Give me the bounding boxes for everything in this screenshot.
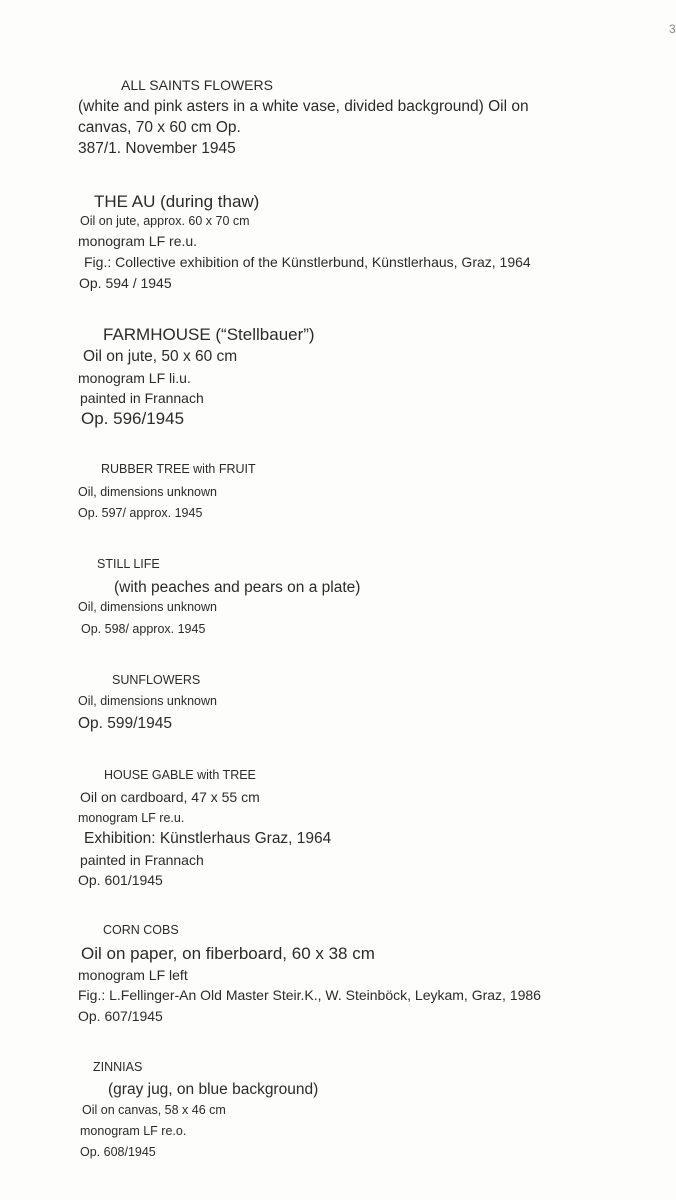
entry-line: painted in Frannach (80, 852, 204, 868)
entry-line: Exhibition: Künstlerhaus Graz, 1964 (84, 830, 332, 847)
entry-line: Op. 608/1945 (80, 1145, 156, 1159)
page-corner-mark: 3 (669, 22, 676, 36)
entry-title: FARMHOUSE (“Stellbauer”) (103, 325, 315, 344)
entry-line: monogram LF left (78, 967, 188, 983)
entry-title: THE AU (during thaw) (94, 192, 260, 211)
entry-line: Oil on paper, on fiberboard, 60 x 38 cm (81, 944, 375, 963)
entry-line: Oil on cardboard, 47 x 55 cm (80, 789, 260, 805)
entry-line: monogram LF re.o. (80, 1124, 187, 1138)
entry-line: Oil, dimensions unknown (78, 694, 217, 708)
entry-line: Oil on jute, approx. 60 x 70 cm (80, 214, 250, 228)
entry-line: (gray jug, on blue background) (108, 1081, 319, 1098)
entry-line: Fig.: Collective exhibition of the Künstlerbund, Künstlerhaus, Graz, 1964 (84, 254, 531, 270)
entry-line: Op. 594 / 1945 (79, 275, 172, 291)
entry-line: (with peaches and pears on a plate) (114, 579, 361, 596)
entry-line: canvas, 70 x 60 cm Op. (78, 119, 241, 136)
entry-line: 387/1. November 1945 (78, 140, 236, 157)
entry-line: Op. 597/ approx. 1945 (78, 506, 203, 520)
entry-title: SUNFLOWERS (112, 673, 201, 687)
entry-line: Op. 601/1945 (78, 872, 163, 888)
entry-title: HOUSE GABLE with TREE (104, 768, 256, 782)
entry-line: painted in Frannach (80, 390, 204, 406)
entry-line: Op. 599/1945 (78, 715, 172, 732)
entry-title: RUBBER TREE with FRUIT (101, 462, 256, 476)
entry-line: Op. 596/1945 (81, 409, 185, 428)
entry-title: ALL SAINTS FLOWERS (121, 77, 273, 93)
entry-line: Oil on jute, 50 x 60 cm (83, 348, 238, 365)
entry-line: monogram LF re.u. (78, 811, 185, 825)
entry-line: monogram LF re.u. (78, 233, 198, 249)
entry-line: Op. 598/ approx. 1945 (81, 622, 206, 636)
entry-line: Fig.: L.Fellinger-An Old Master Steir.K., W. Steinböck, Leykam, Graz, 1986 (78, 987, 541, 1003)
entry-title: STILL LIFE (97, 557, 160, 571)
entry-line: Oil, dimensions unknown (78, 485, 217, 499)
entry-line: Op. 607/1945 (78, 1008, 163, 1024)
entry-line: monogram LF li.u. (78, 370, 191, 386)
entry-title: CORN COBS (103, 923, 179, 937)
entry-line: Oil on canvas, 58 x 46 cm (82, 1103, 226, 1117)
entry-line: Oil, dimensions unknown (78, 600, 217, 614)
entry-line: (white and pink asters in a white vase, divided background) Oil on (78, 98, 529, 115)
entry-title: ZINNIAS (93, 1060, 143, 1074)
